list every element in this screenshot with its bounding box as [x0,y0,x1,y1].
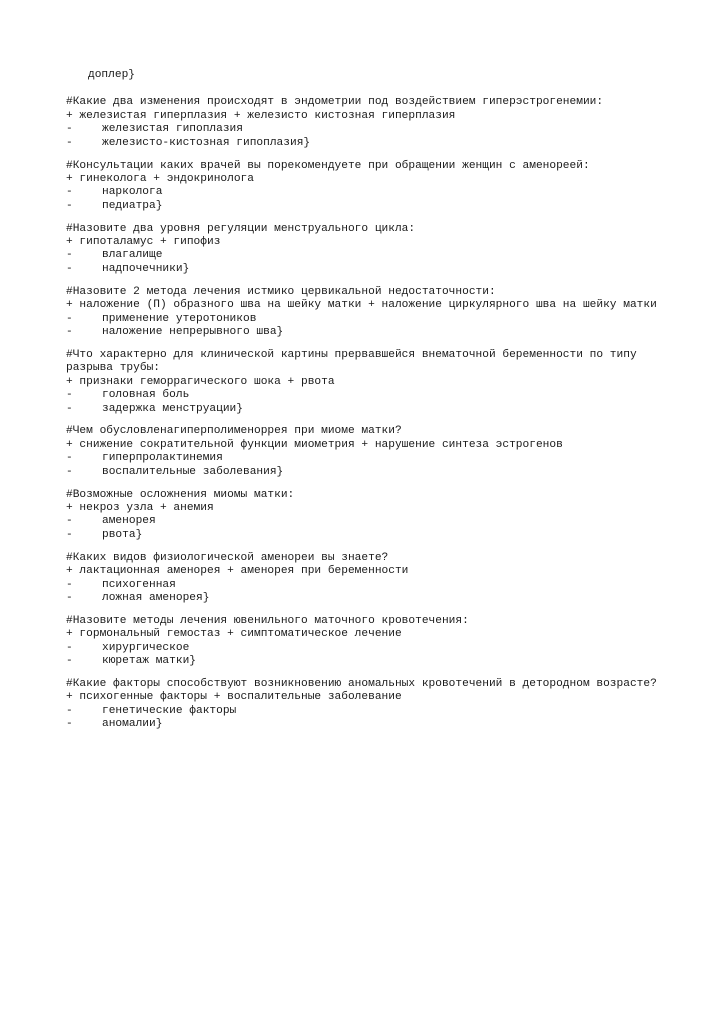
wrong-answer [66,466,666,479]
question-block [66,552,666,606]
wrong-answer-text: воспалительные заболевания} [102,465,284,478]
wrong-answer-text: кюретаж матки} [102,655,196,668]
dash-marker: - [66,326,73,338]
wrong-answer [66,579,666,592]
question-block [66,489,666,543]
question-text: #Каких видов физиологической аменореи вы знаете? [66,551,389,564]
wrong-answer [66,403,666,416]
wrong-answer [66,313,666,326]
dash-marker: - [66,199,73,212]
wrong-answer-text: применение утеротоников [102,312,257,325]
wrong-answer [66,389,666,402]
dash-marker: - [66,262,73,275]
wrong-answer [66,137,666,150]
wrong-answer [66,515,666,528]
question-text: #Возможные осложнения миомы матки: [66,488,295,501]
document-body [66,69,666,741]
correct-answers: + гормональный гемостаз + симптоматическое лечение [66,628,402,641]
dash-marker: - [66,312,73,325]
question-list [66,96,666,731]
question-text: #Какие факторы способствуют возникновению аномальных кровотечений в детородном возрасте? [66,677,657,690]
wrong-answer-text: задержка менструации} [102,402,243,415]
dash-marker: - [66,136,73,149]
wrong-answer [66,249,666,262]
correct-answers: + наложение (П) образного шва на шейку матки + наложение циркулярного шва на шейку матки [66,299,657,312]
dash-marker: - [66,249,73,262]
question-block [66,160,666,214]
question-text: #Какие два изменения происходят в эндометрии под воздействием гиперэстрогенемии: [66,96,604,109]
correct-answers: + некроз узла + анемия [66,501,214,514]
correct-answers: + железистая гиперплазия + железисто кистозная гиперплазия [66,109,456,122]
wrong-answer [66,123,666,136]
wrong-answer-text: психогенная [102,578,176,591]
question-text: #Консультации каких врачей вы порекомендуете при обращении женщин с аменореей: [66,159,590,172]
question-text: #Назовите два уровня регуляции менструального цикла: [66,222,416,235]
wrong-answer [66,200,666,213]
dash-marker: - [66,578,73,591]
wrong-answer-text: ложная аменорея} [102,591,210,604]
wrong-answer [66,186,666,199]
dash-marker: - [66,465,73,478]
wrong-answer-text: гиперпролактинемия [102,452,223,465]
wrong-answer [66,263,666,276]
question-text: #Что характерно для клинической картины прервавшейся внематочной беременности по типу разрыва трубы: [66,348,637,375]
dash-marker: - [66,655,73,668]
dash-marker: - [66,123,73,136]
dash-marker: - [66,452,73,465]
wrong-answer [66,326,666,339]
wrong-answer-text: влагалище [102,249,163,262]
dash-marker: - [66,704,73,717]
wrong-answer-text: железисто-кистозная гипоплазия} [102,136,311,149]
wrong-answer [66,642,666,655]
wrong-answer [66,705,666,718]
wrong-answer [66,718,666,731]
question-block [66,349,666,416]
wrong-answer-text: педиатра} [102,199,163,212]
wrong-answer [66,529,666,542]
wrong-answer [66,452,666,465]
wrong-answer-text: аномалии} [102,718,163,731]
question-text: #Чем обусловленагиперполименоррея при миоме матки? [66,425,402,438]
question-block [66,615,666,669]
correct-answers: + гипоталамус + гипофиз [66,236,221,249]
dash-marker: - [66,186,73,199]
correct-answers: + лактационная аменорея + аменорея при беременности [66,565,409,578]
dash-marker: - [66,402,73,415]
wrong-answer-text: нарколога [102,186,163,199]
wrong-answer-text: надпочечники} [102,262,190,275]
wrong-answer [66,655,666,668]
wrong-answer-text: аменорея [102,515,156,528]
wrong-answer-text: наложение непрерывного шва} [102,326,284,338]
wrong-answer-text: головная боль [102,389,190,402]
dash-marker: - [66,515,73,528]
dash-marker: - [66,718,73,731]
wrong-answer-text: рвота} [102,528,143,541]
lead-fragment: доплер} [88,69,135,81]
wrong-answer-text: железистая гипоплазия [102,123,243,136]
question-block [66,96,666,150]
dash-marker: - [66,591,73,604]
correct-answers: + снижение сократительной функции миометрия + нарушение синтеза эстрогенов [66,438,563,451]
correct-answers: + психогенные факторы + воспалительные заболевание [66,691,402,704]
wrong-answer-text: генетические факторы [102,704,237,717]
dash-marker: - [66,528,73,541]
question-text: #Назовите 2 метода лечения истмико цервикальной недостаточности: [66,285,496,298]
question-block [66,425,666,479]
question-block [66,678,666,732]
dash-marker: - [66,641,73,654]
question-block [66,286,666,340]
correct-answers: + гинеколога + эндокринолога [66,172,254,185]
question-text: #Назовите методы лечения ювенильного маточного кровотечения: [66,614,469,627]
correct-answers: + признаки геморрагического шока + рвота [66,375,335,388]
dash-marker: - [66,389,73,402]
wrong-answer-text: хирургическое [102,641,190,654]
question-block [66,223,666,277]
wrong-answer [66,592,666,605]
